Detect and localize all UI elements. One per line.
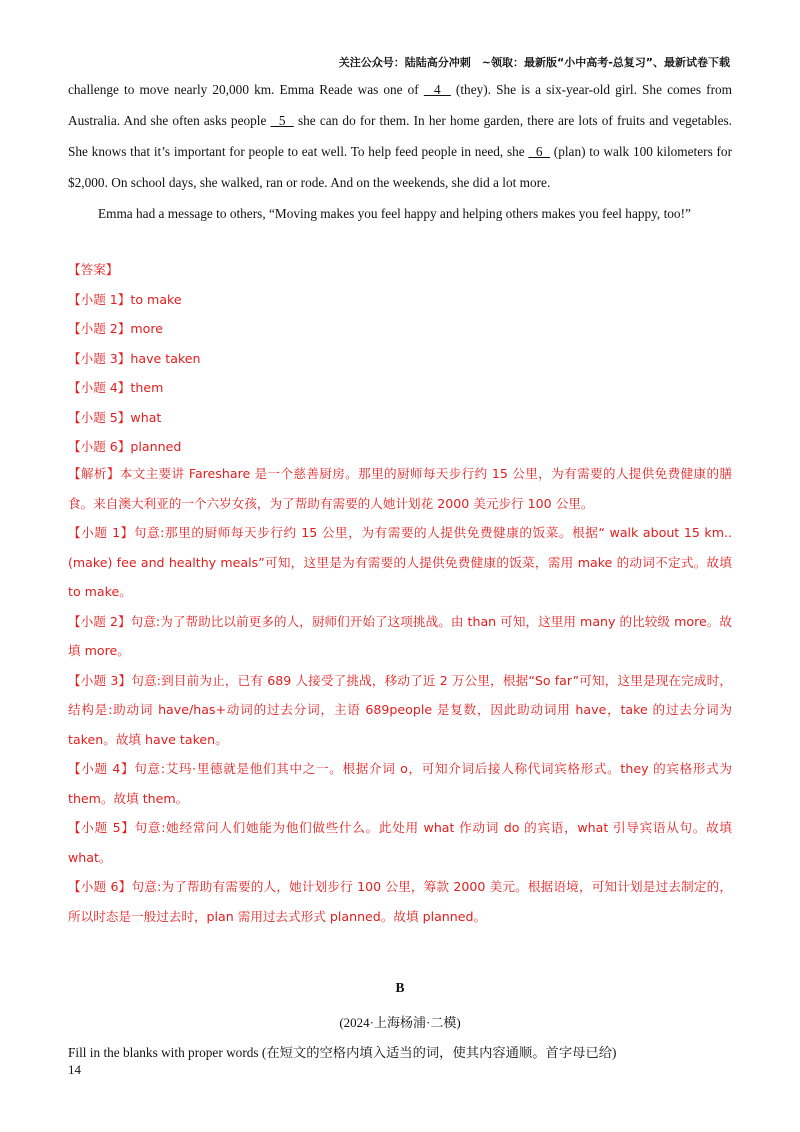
explanation-item: 【小题 6】句意:为了帮助有需要的人，她计划步行 100 公里，筹款 2000 美元。根据语境，可知计划是过去制定的，所以时态是一般过去时，plan 需用过去式形式 planned。故填 planned。 [68,879,732,924]
explanation-summary: 【解析】本文主要讲 Fareshare 是一个慈善厨房。那里的厨师每天步行约 15 公里，为有需要的人提供免费健康的膳食。来自澳大利亚的一个六岁女孩，为了帮助有需要的人她计划花 2000 美元步行 100 公里。 [68,466,732,511]
header-note: 关注公众号：陆陆高分冲刺 ~领取：最新版“小中高考-总复习”、最新试卷下载 [338,56,730,69]
blank-6: 6 [528,144,551,159]
explanation-item: 【小题 3】句意:到目前为止，已有 689 人接受了挑战，移动了近 2 万公里，根据“So far”可知，这里是现在完成时，结构是:助动词 have/has+动词的过去分词，主语 689people 是复数，因此助动词用 have，take 的过去分词为 taken。故填 have taken。 [68,672,732,747]
answer-list [68,255,732,462]
section-heading: B [395,980,405,995]
answer-item: 【小题 4】them [68,380,164,395]
answer-item: 【小题 3】have taken [68,350,201,366]
blank-5: 5 [270,113,294,128]
answer-item: 【小题 2】more [68,321,164,336]
reading-passage [68,74,732,229]
answer-item: 【小题 6】planned [68,439,182,454]
answer-item: 【小题 5】what [68,409,162,425]
explanation-item: 【小题 2】句意:为了帮助比以前更多的人，厨师们开始了这项挑战。由 than 可知，这里用 many 的比较级 more。故填 more。 [68,613,732,658]
explanation-block [68,459,732,931]
explanation-item: 【小题 5】句意:她经常问人们她能为他们做些什么。此处用 what 作动词 do 的宾语，what 引导宾语从句。故填 what。 [68,820,732,865]
answer-heading: 【答案】 [68,262,119,277]
explanation-item: 【小题 1】句意:那里的厨师每天步行约 15 公里，为有需要的人提供免费健康的饭菜。根据“ walk about 15 km..(make) fee and healthy meals”可知，这里是为有需要的人提供免费健康的饭菜，需用 make 的动词不定式。故填 to make。 [68,525,732,599]
explanation-item: 【小题 4】句意:艾玛·里德就是他们其中之一。根据介词 o，可知介词后接人称代词宾格形式。they 的宾格形式为 them。故填 them。 [68,761,732,806]
blank-4: 4 [423,82,451,97]
exercise-instruction: Fill in the blanks with proper words (在短文的空格内填入适当的词，使其内容通顺。首字母已给) [68,1045,617,1060]
answer-item: 【小题 1】to make [68,291,182,307]
passage-paragraph-1: challenge to move nearly 20,000 km. Emma Reade was one of 4 (they). She is a six-year-old girl. She comes from Australia. And she often asks people 5 she can do for them. In her home garden, there are lots of fruits and vegetables. She knows that it’s important for people to eat well. To help feed people in need, she 6 (plan) to walk 100 kilometers for $2,000. On school days, she walked, ran or rode. And on the weekends, she did a lot more. [68,82,732,190]
exam-source: (2024·上海杨浦·二模) [339,1015,461,1030]
passage-paragraph-2: Emma had a message to others, “Moving makes you feel happy and helping others makes you feel happy, too!” [98,206,691,221]
page-number: 14 [68,1062,81,1077]
